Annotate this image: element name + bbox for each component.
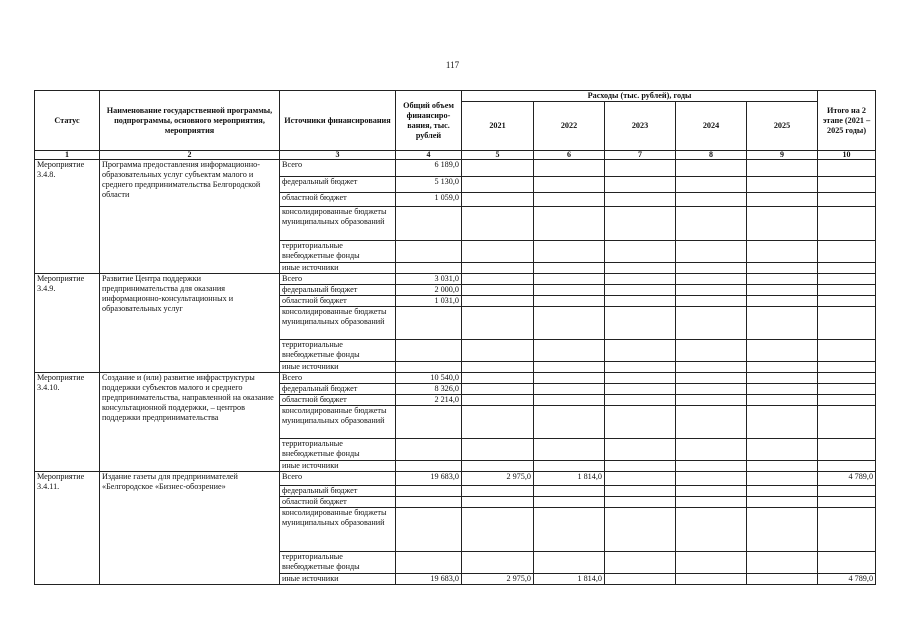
year-amount-cell <box>534 160 605 177</box>
funding-source-cell: иные источники <box>280 362 396 373</box>
year-amount-cell <box>534 274 605 285</box>
year-amount-cell <box>462 395 534 406</box>
total-amount-cell <box>396 406 462 439</box>
stage-total-cell <box>818 552 876 574</box>
year-amount-cell <box>605 160 676 177</box>
year-amount-cell <box>747 362 818 373</box>
year-amount-cell <box>462 508 534 552</box>
year-amount-cell <box>462 207 534 241</box>
year-amount-cell <box>462 486 534 497</box>
year-amount-cell <box>534 439 605 461</box>
year-amount-cell <box>676 160 747 177</box>
stage-total-cell: 4 789,0 <box>818 574 876 585</box>
stage-total-cell <box>818 160 876 177</box>
total-amount-cell <box>396 497 462 508</box>
header-status: Статус <box>35 91 100 151</box>
year-amount-cell <box>747 395 818 406</box>
year-amount-cell <box>534 373 605 384</box>
total-amount-cell <box>396 508 462 552</box>
total-amount-cell <box>396 439 462 461</box>
funding-source-cell: иные источники <box>280 574 396 585</box>
year-amount-cell <box>534 497 605 508</box>
year-amount-cell <box>605 395 676 406</box>
year-amount-cell <box>747 461 818 472</box>
year-amount-cell <box>534 508 605 552</box>
funding-source-cell: территориальные внебюджетные фонды <box>280 439 396 461</box>
table-body <box>35 160 876 585</box>
funding-source-cell: территориальные внебюджетные фонды <box>280 340 396 362</box>
year-amount-cell <box>605 497 676 508</box>
header-sources: Источники финансирования <box>280 91 396 151</box>
stage-total-cell <box>818 307 876 340</box>
year-amount-cell <box>747 160 818 177</box>
year-amount-cell <box>676 241 747 263</box>
stage-total-cell <box>818 508 876 552</box>
funding-source-cell: Всего <box>280 373 396 384</box>
year-amount-cell <box>676 406 747 439</box>
total-amount-cell <box>396 552 462 574</box>
year-amount-cell <box>676 207 747 241</box>
status-cell: Мероприятие 3.4.11. <box>35 472 100 585</box>
year-amount-cell <box>676 461 747 472</box>
year-amount-cell <box>747 307 818 340</box>
status-cell: Мероприятие 3.4.8. <box>35 160 100 274</box>
year-amount-cell <box>605 574 676 585</box>
total-amount-cell <box>396 263 462 274</box>
year-amount-cell <box>462 362 534 373</box>
year-amount-cell <box>605 406 676 439</box>
funding-source-cell: консолидированные бюджеты муниципальных образований <box>280 307 396 340</box>
stage-total-cell <box>818 274 876 285</box>
year-amount-cell: 2 975,0 <box>462 574 534 585</box>
total-amount-cell: 1 031,0 <box>396 296 462 307</box>
year-amount-cell <box>747 296 818 307</box>
year-amount-cell <box>534 307 605 340</box>
year-amount-cell <box>676 384 747 395</box>
total-amount-cell <box>396 461 462 472</box>
column-number: 3 <box>280 151 396 160</box>
year-amount-cell <box>747 406 818 439</box>
year-amount-cell <box>747 508 818 552</box>
total-amount-cell: 19 683,0 <box>396 472 462 486</box>
year-amount-cell <box>462 160 534 177</box>
year-amount-cell <box>605 285 676 296</box>
header-year: 2025 <box>747 102 818 151</box>
activity-name-cell: Развитие Центра поддержки предпринимательства для оказания информационно-консультационных и образовательных услуг <box>100 274 280 373</box>
year-amount-cell <box>605 207 676 241</box>
year-amount-cell <box>462 439 534 461</box>
year-amount-cell <box>534 486 605 497</box>
table-row <box>35 373 876 384</box>
stage-total-cell <box>818 285 876 296</box>
year-amount-cell <box>605 362 676 373</box>
year-amount-cell <box>605 486 676 497</box>
year-amount-cell <box>462 285 534 296</box>
stage-total-cell <box>818 395 876 406</box>
funding-source-cell: иные источники <box>280 263 396 274</box>
year-amount-cell <box>534 296 605 307</box>
year-amount-cell <box>676 472 747 486</box>
year-amount-cell <box>747 193 818 207</box>
header-year: 2024 <box>676 102 747 151</box>
year-amount-cell <box>676 552 747 574</box>
year-amount-cell <box>747 497 818 508</box>
year-amount-cell <box>747 285 818 296</box>
funding-source-cell: иные источники <box>280 461 396 472</box>
year-amount-cell <box>605 241 676 263</box>
year-amount-cell <box>462 296 534 307</box>
year-amount-cell <box>605 177 676 193</box>
year-amount-cell <box>462 193 534 207</box>
header-stage-total: Итого на 2 этапе (2021 – 2025 годы) <box>818 91 876 151</box>
year-amount-cell <box>534 241 605 263</box>
year-amount-cell <box>747 384 818 395</box>
year-amount-cell: 1 814,0 <box>534 574 605 585</box>
year-amount-cell <box>747 486 818 497</box>
year-amount-cell <box>462 384 534 395</box>
year-amount-cell <box>747 552 818 574</box>
funding-source-cell: федеральный бюджет <box>280 384 396 395</box>
status-cell: Мероприятие 3.4.10. <box>35 373 100 472</box>
column-number: 6 <box>534 151 605 160</box>
funding-source-cell: федеральный бюджет <box>280 285 396 296</box>
year-amount-cell <box>605 263 676 274</box>
year-amount-cell <box>605 439 676 461</box>
status-cell: Мероприятие 3.4.9. <box>35 274 100 373</box>
year-amount-cell <box>462 340 534 362</box>
year-amount-cell <box>747 177 818 193</box>
year-amount-cell <box>747 263 818 274</box>
funding-source-cell: Всего <box>280 274 396 285</box>
funding-source-cell: Всего <box>280 472 396 486</box>
total-amount-cell <box>396 486 462 497</box>
total-amount-cell: 8 326,0 <box>396 384 462 395</box>
column-number: 4 <box>396 151 462 160</box>
year-amount-cell <box>747 574 818 585</box>
funding-source-cell: областной бюджет <box>280 296 396 307</box>
year-amount-cell <box>534 193 605 207</box>
column-number: 8 <box>676 151 747 160</box>
stage-total-cell <box>818 486 876 497</box>
year-amount-cell <box>605 296 676 307</box>
year-amount-cell <box>676 373 747 384</box>
stage-total-cell <box>818 439 876 461</box>
year-amount-cell <box>676 296 747 307</box>
year-amount-cell <box>747 241 818 263</box>
total-amount-cell <box>396 340 462 362</box>
year-amount-cell: 2 975,0 <box>462 472 534 486</box>
year-amount-cell <box>605 384 676 395</box>
year-amount-cell <box>605 373 676 384</box>
year-amount-cell <box>605 552 676 574</box>
year-amount-cell <box>605 193 676 207</box>
table-row <box>35 472 876 486</box>
stage-total-cell <box>818 497 876 508</box>
total-amount-cell: 10 540,0 <box>396 373 462 384</box>
stage-total-cell <box>818 373 876 384</box>
header-expenses: Расходы (тыс. рублей), годы <box>462 91 818 102</box>
year-amount-cell: 1 814,0 <box>534 472 605 486</box>
total-amount-cell: 3 031,0 <box>396 274 462 285</box>
year-amount-cell <box>676 285 747 296</box>
year-amount-cell <box>534 461 605 472</box>
budget-table <box>34 90 876 585</box>
year-amount-cell <box>605 340 676 362</box>
year-amount-cell <box>676 340 747 362</box>
year-amount-cell <box>676 486 747 497</box>
year-amount-cell <box>676 395 747 406</box>
page-number: 117 <box>445 60 460 70</box>
column-number: 2 <box>100 151 280 160</box>
year-amount-cell <box>462 263 534 274</box>
stage-total-cell: 4 789,0 <box>818 472 876 486</box>
stage-total-cell <box>818 241 876 263</box>
activity-name-cell: Издание газеты для предпринимателей «Белгородское «Бизнес-обозрение» <box>100 472 280 585</box>
year-amount-cell <box>534 207 605 241</box>
header-year: 2023 <box>605 102 676 151</box>
year-amount-cell <box>676 177 747 193</box>
activity-name-cell: Создание и (или) развитие инфраструктуры поддержки субъектов малого и среднего предпринимательства, направленной на оказание консультационной поддержки, – центров поддержки предпринимательства <box>100 373 280 472</box>
year-amount-cell <box>676 362 747 373</box>
funding-source-cell: консолидированные бюджеты муниципальных образований <box>280 508 396 552</box>
header-name: Наименование государственной программы, подпрограммы, основного мероприятия, мероприятия <box>100 91 280 151</box>
total-amount-cell <box>396 207 462 241</box>
year-amount-cell <box>747 340 818 362</box>
stage-total-cell <box>818 207 876 241</box>
year-amount-cell <box>676 307 747 340</box>
year-amount-cell <box>676 574 747 585</box>
year-amount-cell <box>462 177 534 193</box>
year-amount-cell <box>747 373 818 384</box>
year-amount-cell <box>462 497 534 508</box>
year-amount-cell <box>676 439 747 461</box>
year-amount-cell <box>462 274 534 285</box>
funding-source-cell: территориальные внебюджетные фонды <box>280 552 396 574</box>
stage-total-cell <box>818 296 876 307</box>
total-amount-cell: 6 189,0 <box>396 160 462 177</box>
column-number: 7 <box>605 151 676 160</box>
year-amount-cell <box>605 508 676 552</box>
year-amount-cell <box>676 263 747 274</box>
funding-source-cell: федеральный бюджет <box>280 177 396 193</box>
total-amount-cell <box>396 241 462 263</box>
total-amount-cell: 5 130,0 <box>396 177 462 193</box>
year-amount-cell <box>747 472 818 486</box>
year-amount-cell <box>747 439 818 461</box>
year-amount-cell <box>534 552 605 574</box>
year-amount-cell <box>605 274 676 285</box>
funding-source-cell: федеральный бюджет <box>280 486 396 497</box>
column-number: 5 <box>462 151 534 160</box>
year-amount-cell <box>605 307 676 340</box>
activity-name-cell: Программа предоставления информационно-образовательных услуг субъектам малого и среднего предпринимательства Белгородской области <box>100 160 280 274</box>
year-amount-cell <box>534 406 605 439</box>
funding-source-cell: консолидированные бюджеты муниципальных образований <box>280 406 396 439</box>
stage-total-cell <box>818 461 876 472</box>
year-amount-cell <box>462 461 534 472</box>
funding-source-cell: областной бюджет <box>280 497 396 508</box>
year-amount-cell <box>462 406 534 439</box>
year-amount-cell <box>534 384 605 395</box>
stage-total-cell <box>818 406 876 439</box>
year-amount-cell <box>605 472 676 486</box>
stage-total-cell <box>818 340 876 362</box>
stage-total-cell <box>818 384 876 395</box>
column-number: 9 <box>747 151 818 160</box>
total-amount-cell: 1 059,0 <box>396 193 462 207</box>
header-year: 2021 <box>462 102 534 151</box>
stage-total-cell <box>818 263 876 274</box>
year-amount-cell <box>462 552 534 574</box>
funding-source-cell: Всего <box>280 160 396 177</box>
year-amount-cell <box>534 340 605 362</box>
funding-source-cell: консолидированные бюджеты муниципальных образований <box>280 207 396 241</box>
year-amount-cell <box>605 461 676 472</box>
year-amount-cell <box>462 307 534 340</box>
year-amount-cell <box>676 274 747 285</box>
header-year: 2022 <box>534 102 605 151</box>
total-amount-cell <box>396 362 462 373</box>
stage-total-cell <box>818 362 876 373</box>
year-amount-cell <box>747 274 818 285</box>
table-row <box>35 160 876 177</box>
year-amount-cell <box>534 177 605 193</box>
column-number: 10 <box>818 151 876 160</box>
total-amount-cell: 19 683,0 <box>396 574 462 585</box>
year-amount-cell <box>534 285 605 296</box>
table-row <box>35 274 876 285</box>
year-amount-cell <box>462 373 534 384</box>
stage-total-cell <box>818 177 876 193</box>
year-amount-cell <box>676 193 747 207</box>
total-amount-cell: 2 000,0 <box>396 285 462 296</box>
year-amount-cell <box>534 362 605 373</box>
funding-source-cell: территориальные внебюджетные фонды <box>280 241 396 263</box>
funding-source-cell: областной бюджет <box>280 395 396 406</box>
stage-total-cell <box>818 193 876 207</box>
year-amount-cell <box>534 263 605 274</box>
total-amount-cell: 2 214,0 <box>396 395 462 406</box>
year-amount-cell <box>534 395 605 406</box>
year-amount-cell <box>462 241 534 263</box>
funding-source-cell: областной бюджет <box>280 193 396 207</box>
total-amount-cell <box>396 307 462 340</box>
year-amount-cell <box>676 497 747 508</box>
year-amount-cell <box>747 207 818 241</box>
header-total: Общий объем финансиро-вания, тыс. рублей <box>396 91 462 151</box>
column-number: 1 <box>35 151 100 160</box>
year-amount-cell <box>676 508 747 552</box>
